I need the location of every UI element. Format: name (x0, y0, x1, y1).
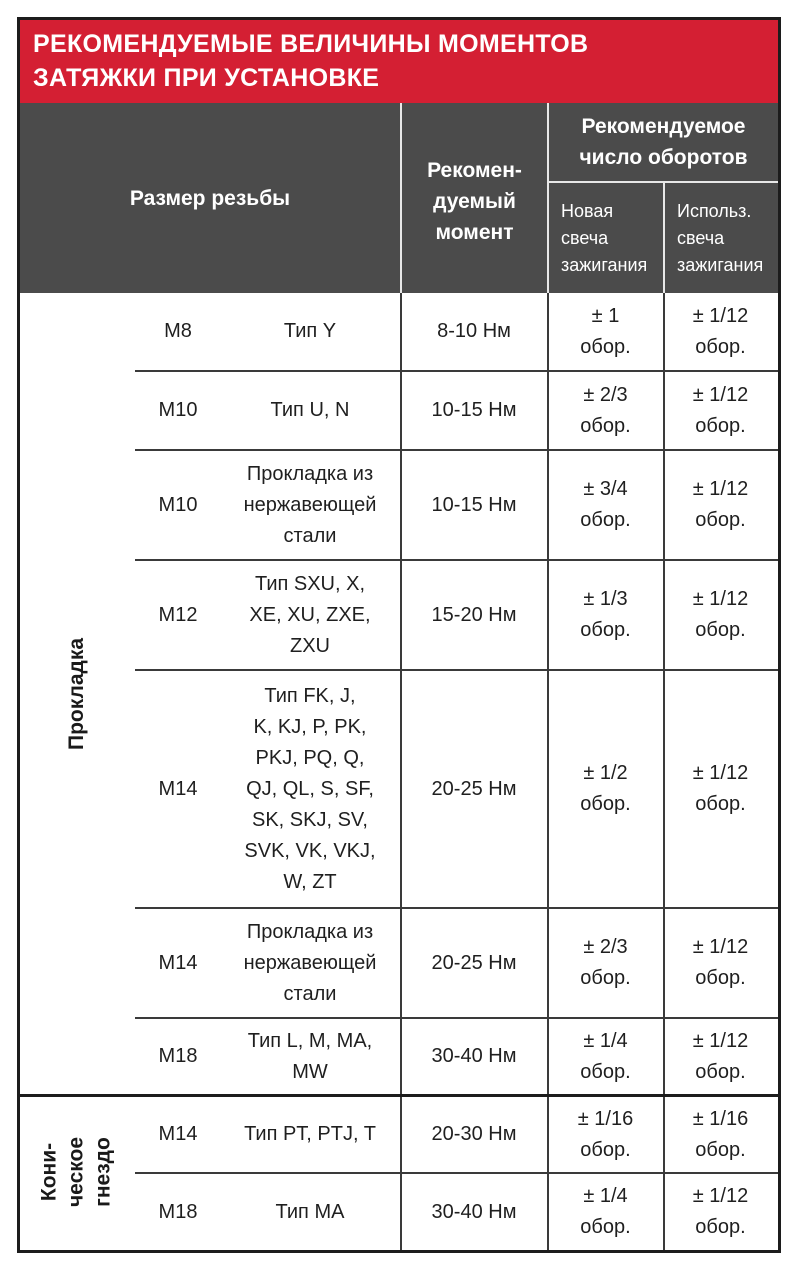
cell-size: M14 (158, 951, 198, 974)
cell-torque: 8-10 Нм (437, 320, 511, 342)
cell-torque: 30-40 Нм (431, 1200, 517, 1223)
table-row (135, 293, 778, 370)
cell-used-plug: ± 1/12 обор. (692, 762, 749, 815)
cell-used-plug: ± 1/12 обор. (692, 1029, 749, 1083)
cell-new-plug: ± 2/3 обор. (580, 383, 631, 437)
cell-new-plug: ± 1 обор. (580, 304, 631, 358)
group-label-gasket: Прокладка (65, 637, 88, 750)
cell-new-plug: ± 1/4 обор. (580, 1185, 631, 1238)
cell-size: M18 (158, 1200, 198, 1223)
cell-size: M10 (158, 399, 198, 421)
cell-torque: 20-25 Нм (431, 951, 517, 974)
table-row (135, 909, 778, 1017)
header-torque: Рекомен- дуемый момент (427, 158, 522, 244)
table-row (135, 372, 778, 449)
cell-used-plug: ± 1/12 обор. (692, 588, 749, 641)
table-row (135, 671, 778, 907)
table-row (135, 1019, 778, 1094)
table-row (135, 561, 778, 669)
cell-new-plug: ± 2/3 обор. (580, 936, 631, 989)
cell-type: Тип SXU, X, XE, XU, ZXE, ZXU (249, 572, 371, 657)
table-row (135, 451, 778, 559)
cell-new-plug: ± 1/2 обор. (580, 762, 631, 815)
table-row (135, 1174, 778, 1250)
header-turns: Рекомендуемое число оборотов (579, 115, 748, 169)
cell-type: Тип L, M, MA, MW (247, 1029, 373, 1083)
cell-new-plug: ± 1/3 обор. (580, 588, 631, 641)
header-thread-size: Размер резьбы (129, 186, 291, 210)
cell-size: M8 (164, 320, 192, 342)
cell-used-plug: ± 1/12 обор. (692, 304, 749, 358)
group-label-conical: Кони- ческое гнездо (37, 1137, 114, 1208)
cell-new-plug: ± 3/4 обор. (580, 478, 631, 531)
cell-type: Тип Y (283, 320, 337, 342)
cell-torque: 10-15 Нм (431, 493, 517, 516)
cell-new-plug: ± 1/4 обор. (580, 1029, 631, 1083)
cell-torque: 15-20 Нм (431, 603, 517, 626)
cell-new-plug: ± 1/16 обор. (577, 1107, 634, 1161)
cell-size: M14 (158, 1123, 198, 1145)
cell-torque: 20-25 Нм (431, 777, 517, 800)
cell-used-plug: ± 1/12 обор. (692, 383, 749, 437)
table-title (20, 20, 778, 103)
cell-size: M12 (158, 603, 198, 626)
table-body (20, 293, 778, 1250)
cell-type: Тип FK, J, K, KJ, P, PK, PKJ, PQ, Q, QJ, QL, S, SF, SK, SKJ, SV, SVK, VK, VKJ, W, ZT (244, 684, 376, 893)
cell-type: Прокладка из нержавеющей стали (243, 920, 377, 1005)
table-header (20, 103, 778, 293)
cell-type: Прокладка из нержавеющей стали (243, 462, 377, 547)
cell-torque: 10-15 Нм (431, 399, 517, 421)
cell-type: Тип U, N (270, 399, 350, 421)
cell-used-plug: ± 1/12 обор. (692, 1185, 749, 1238)
cell-size: M10 (158, 493, 198, 516)
cell-size: M18 (158, 1045, 198, 1067)
header-new-plug: Новая свеча зажигания (561, 200, 648, 275)
title-line-2: ЗАТЯЖКИ ПРИ УСТАНОВКЕ (33, 64, 380, 92)
title-line-1: РЕКОМЕНДУЕМЫЕ ВЕЛИЧИНЫ МОМЕНТОВ (33, 30, 589, 58)
table-row (135, 1097, 778, 1172)
header-used-plug: Использ. свеча зажигания (677, 200, 764, 275)
cell-torque: 30-40 Нм (431, 1045, 517, 1067)
cell-type: Тип MA (275, 1200, 345, 1223)
cell-type: Тип PT, PTJ, T (244, 1123, 376, 1145)
cell-torque: 20-30 Нм (431, 1123, 517, 1145)
cell-used-plug: ± 1/16 обор. (692, 1107, 749, 1161)
torque-table-card (17, 17, 781, 1253)
cell-size: M14 (158, 777, 198, 800)
cell-used-plug: ± 1/12 обор. (692, 478, 749, 531)
cell-used-plug: ± 1/12 обор. (692, 936, 749, 989)
